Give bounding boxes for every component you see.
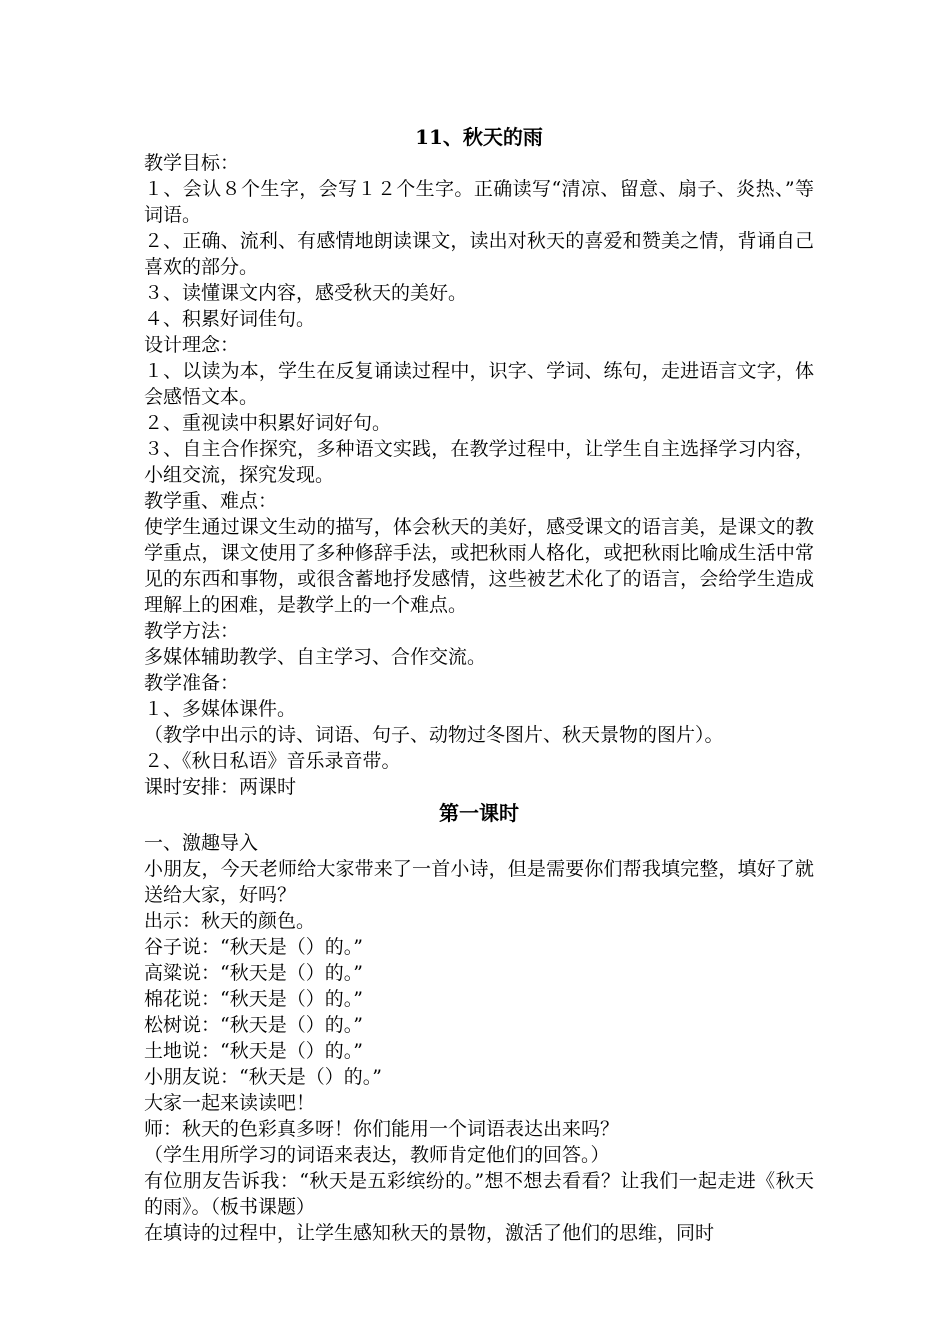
lesson-line: （学生用所学习的词语来表达，教师肯定他们的回答。） xyxy=(144,1144,610,1166)
lesson-section-heading: 一、激趣导入 xyxy=(144,832,259,854)
poem-line: 土地说：“秋天是（）的。” xyxy=(144,1040,363,1062)
lesson-heading: 第一课时 xyxy=(439,801,519,825)
document-page xyxy=(144,124,814,1246)
design-item: １、以读为本，学生在反复诵读过程中，识字、学词、练句，走进语言文字，体会感悟文本。 xyxy=(144,360,814,408)
preparation-item: ２、《秋日私语》音乐录音带。 xyxy=(144,750,401,772)
objective-item: ４、积累好词佳句。 xyxy=(144,308,316,330)
key-points-heading: 教学重、难点： xyxy=(144,490,278,512)
poem-line: 小朋友说：“秋天是（）的。” xyxy=(144,1066,382,1088)
preparation-heading: 教学准备： xyxy=(144,672,240,694)
lesson-line: 有位朋友告诉我：“秋天是五彩缤纷的。”想不想去看看？让我们一起走进《秋天的雨》。（板书课题） xyxy=(144,1170,814,1218)
poem-line: 谷子说：“秋天是（）的。” xyxy=(144,936,363,958)
design-heading: 设计理念： xyxy=(144,334,240,356)
methods-text: 多媒体辅助教学、自主学习、合作交流。 xyxy=(144,646,487,668)
lesson-line: 师：秋天的色彩真多呀！你们能用一个词语表达出来吗？ xyxy=(144,1118,620,1140)
schedule-text: 课时安排：两课时 xyxy=(144,776,297,798)
lesson-line: 大家一起来读读吧！ xyxy=(144,1092,316,1114)
lesson-line: 小朋友，今天老师给大家带来了一首小诗，但是需要你们帮我填完整，填好了就送给大家，好吗？ xyxy=(144,858,814,906)
objective-item: ３、读懂课文内容，感受秋天的美好。 xyxy=(144,282,468,304)
design-item: ２、重视读中积累好词好句。 xyxy=(144,412,392,434)
objective-item: ２、正确、流利、有感情地朗读课文，读出对秋天的喜爱和赞美之情，背诵自己喜欢的部分。 xyxy=(144,230,814,278)
preparation-item: （教学中出示的诗、词语、句子、动物过冬图片、秋天景物的图片）。 xyxy=(144,724,724,746)
objectives-heading: 教学目标： xyxy=(144,152,240,174)
document-title: 11、秋天的雨 xyxy=(415,125,543,149)
poem-line: 高粱说：“秋天是（）的。” xyxy=(144,962,363,984)
objective-item: １、会认８个生字，会写１２个生字。正确读写“清凉、留意、扇子、炎热、”等词语。 xyxy=(144,178,814,226)
preparation-item: １、多媒体课件。 xyxy=(144,698,297,720)
poem-line: 松树说：“秋天是（）的。” xyxy=(144,1014,363,1036)
lesson-line: 在填诗的过程中，让学生感知秋天的景物，激活了他们的思维，同时 xyxy=(144,1222,715,1244)
lesson-line: 出示：秋天的颜色。 xyxy=(144,910,316,932)
poem-line: 棉花说：“秋天是（）的。” xyxy=(144,988,363,1010)
methods-heading: 教学方法： xyxy=(144,620,240,642)
key-points-text: 使学生通过课文生动的描写，体会秋天的美好，感受课文的语言美，是课文的教学重点，课文使用了多种修辞手法，或把秋雨人格化，或把秋雨比喻成生活中常见的东西和事物，或很含蓄地抒发感情，这些被艺术化了的语言，会给学生造成理解上的困难，是教学上的一个难点。 xyxy=(144,516,814,616)
design-item: ３、自主合作探究，多种语文实践，在教学过程中，让学生自主选择学习内容，小组交流，探究发现。 xyxy=(144,438,814,486)
